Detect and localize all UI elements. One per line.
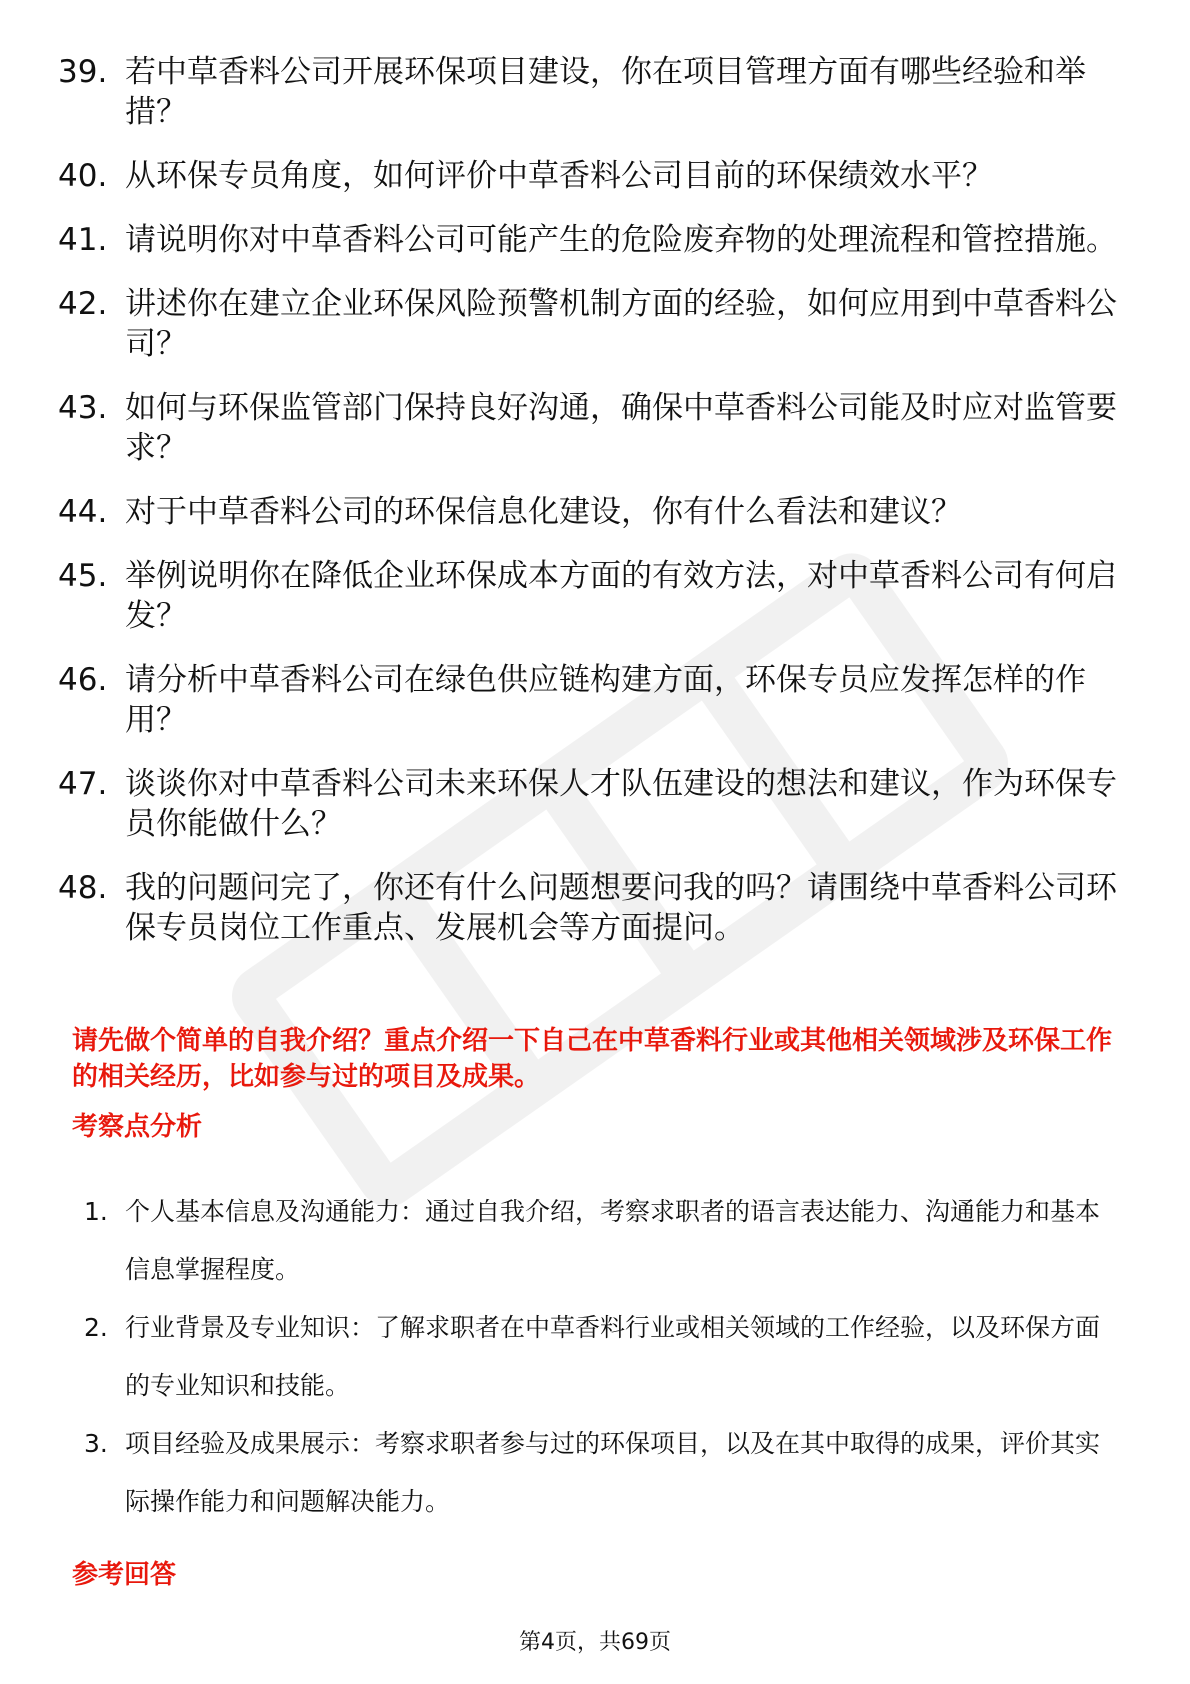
question-text: 对于中草香料公司的环保信息化建设，你有什么看法和建议？ <box>125 494 962 530</box>
analysis-text: 个人基本信息及沟通能力：通过自我介绍，考察求职者的语言表达能力、沟通能力和基本信息掌握程度。 <box>125 1197 1101 1284</box>
question-number: 43. <box>58 390 108 426</box>
question-number: 40. <box>58 158 108 194</box>
question-number: 41. <box>58 222 108 258</box>
question-text: 请分析中草香料公司在绿色供应链构建方面，环保专员应发挥怎样的作用？ <box>125 662 1086 738</box>
analysis-title: 考察点分析 <box>72 1112 203 1142</box>
analysis-number: 3. <box>84 1429 108 1458</box>
list-item <box>58 388 1118 468</box>
question-number: 44. <box>58 494 108 530</box>
list-item <box>84 1299 1124 1415</box>
page-footer: 第4页，共69页 <box>519 1630 671 1655</box>
question-text: 如何与环保监管部门保持良好沟通，确保中草香料公司能及时应对监管要求？ <box>125 390 1117 466</box>
question-number: 45. <box>58 558 108 594</box>
list-item <box>84 1183 1124 1299</box>
question-text: 我的问题问完了，你还有什么问题想要问我的吗？请围绕中草香料公司环保专员岗位工作重点、发展机会等方面提问。 <box>125 870 1117 946</box>
question-number: 42. <box>58 286 108 322</box>
list-item <box>58 492 1118 532</box>
list-item <box>84 1415 1124 1531</box>
list-item <box>58 660 1118 740</box>
question-text: 若中草香料公司开展环保项目建设，你在项目管理方面有哪些经验和举措？ <box>125 54 1086 130</box>
list-item <box>58 284 1118 364</box>
list-item <box>58 556 1118 636</box>
question-number: 46. <box>58 662 108 698</box>
highlight-question: 请先做个简单的自我介绍？重点介绍一下自己在中草香料行业或其他相关领域涉及环保工作的相关经历，比如参与过的项目及成果。 <box>72 1026 1113 1092</box>
list-item <box>58 156 1118 196</box>
analysis-text: 项目经验及成果展示：考察求职者参与过的环保项目，以及在其中取得的成果，评价其实际操作能力和问题解决能力。 <box>125 1429 1101 1516</box>
list-item <box>58 220 1118 260</box>
analysis-number: 2. <box>84 1313 108 1342</box>
question-text: 谈谈你对中草香料公司未来环保人才队伍建设的想法和建议，作为环保专员你能做什么？ <box>125 766 1117 842</box>
list-item <box>58 764 1118 844</box>
list-item <box>58 52 1118 132</box>
analysis-number: 1. <box>84 1197 108 1226</box>
question-list <box>58 52 1118 972</box>
question-text: 从环保专员角度，如何评价中草香料公司目前的环保绩效水平？ <box>125 158 993 194</box>
question-number: 39. <box>58 54 108 90</box>
question-number: 47. <box>58 766 108 802</box>
question-text: 讲述你在建立企业环保风险预警机制方面的经验，如何应用到中草香料公司？ <box>125 286 1117 362</box>
question-number: 48. <box>58 870 108 906</box>
answer-title: 参考回答 <box>72 1560 177 1590</box>
analysis-text: 行业背景及专业知识：了解求职者在中草香料行业或相关领域的工作经验，以及环保方面的专业知识和技能。 <box>125 1313 1101 1400</box>
analysis-list <box>84 1183 1124 1531</box>
list-item <box>58 868 1118 948</box>
question-text: 举例说明你在降低企业环保成本方面的有效方法，对中草香料公司有何启发？ <box>125 558 1117 634</box>
question-text: 请说明你对中草香料公司可能产生的危险废弃物的处理流程和管控措施。 <box>125 222 1117 258</box>
